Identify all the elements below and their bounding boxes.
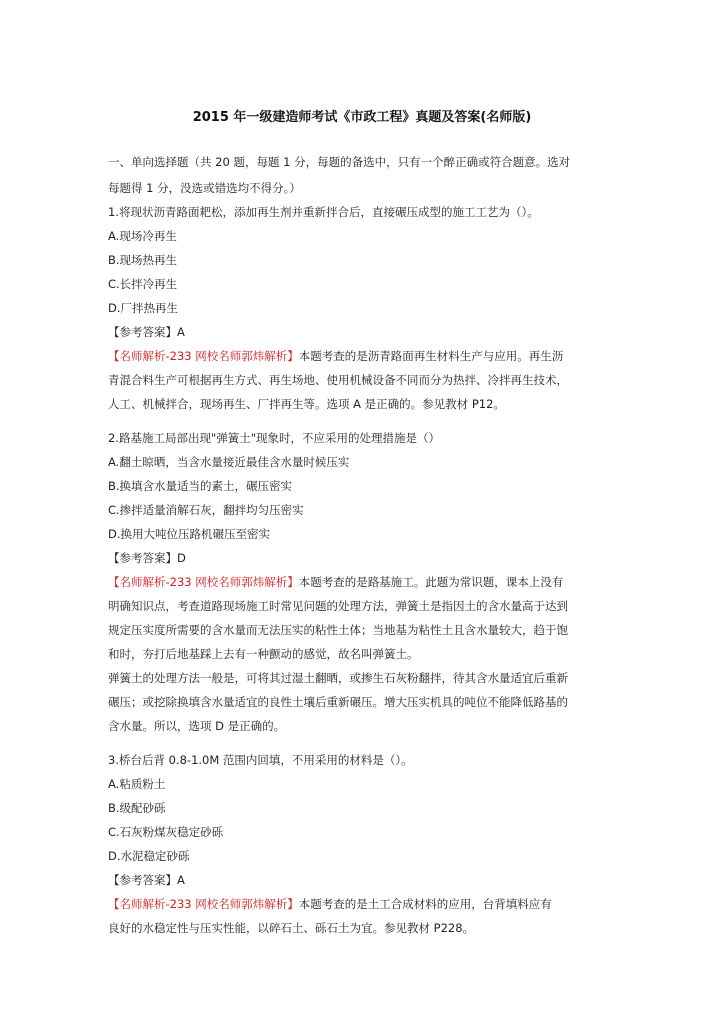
q3-option-d: D.水泥稳定砂砾 <box>108 849 190 863</box>
q3-answer: 【参考答案】A <box>108 873 185 887</box>
q1-explanation-text: 本题考查的是沥青路面再生材料生产与应用。再生沥 <box>298 349 564 363</box>
q2-option-a: A.翻土晾晒，当含水量接近最佳含水量时候压实 <box>108 455 350 469</box>
q1-explanation-line-1 <box>108 348 563 364</box>
q3-option-b: B.级配砂砾 <box>108 801 166 815</box>
q1-explanation-line-2: 青混合料生产可根据再生方式、再生场地、使用机械设备不同而分为热拌、冷拌再生技术， <box>108 373 568 387</box>
q3-explanation-line-2: 良好的水稳定性与压实性能，以碎石土、砾石土为宜。参见教材 P228。 <box>108 921 475 935</box>
q2-explanation-line-4: 和时，夯打后地基踩上去有一种颤动的感觉，故名叫弹簧土。 <box>108 647 419 661</box>
q2-explanation-line-2: 明确知识点，考查道路现场施工时常见问题的处理方法，弹簧土是指因土的含水量高于达到 <box>108 599 568 613</box>
q2-explanation-line-7: 含水量。所以，选项 D 是正确的。 <box>108 719 286 733</box>
q2-explanation-line-5: 弹簧土的处理方法一般是，可将其过湿土翻晒，或掺生石灰粉翻拌，待其含水量适宜后重新 <box>108 671 568 685</box>
q3-stem: 3.桥台后背 0.8-1.0M 范围内回填，不用采用的材料是（）。 <box>108 753 413 767</box>
q2-option-d: D.换用大吨位压路机碾压至密实 <box>108 527 271 541</box>
q2-explanation-line-6: 碾压；或挖除换填含水量适宜的良性土壤后重新碾压。增大压实机具的吨位不能降低路基的 <box>108 695 568 709</box>
q1-answer: 【参考答案】A <box>108 325 185 339</box>
q2-explanation-line-3: 规定压实度所需要的含水量而无法压实的粘性土体；当地基为粘性土且含水量较大，趋于饱 <box>108 623 568 637</box>
q1-explanation-tag: 【名师解析-233 网校名师郭炜解析】 <box>108 349 299 363</box>
q3-explanation-tag: 【名师解析-233 网校名师郭炜解析】 <box>108 897 299 911</box>
document-title: 2015 年一级建造师考试《市政工程》真题及答案(名师版) <box>192 110 532 125</box>
q3-explanation-line-1 <box>108 896 552 912</box>
q3-option-c: C.石灰粉煤灰稳定砂砾 <box>108 825 224 839</box>
q3-option-a: A.粘质粉土 <box>108 777 166 791</box>
q1-option-d: D.厂拌热再生 <box>108 301 179 315</box>
q1-option-a: A.现场冷再生 <box>108 229 177 243</box>
q1-option-b: B.现场热再生 <box>108 253 178 267</box>
q2-stem: 2.路基施工局部出现"弹簧土"现象时，不应采用的处理措施是（） <box>108 431 441 445</box>
q2-explanation-line-1 <box>108 574 563 590</box>
q2-option-b: B.换填含水量适当的素土，碾压密实 <box>108 479 293 493</box>
q1-explanation-line-3: 人工、机械拌合，现场再生、厂拌再生等。选项 A 是正确的。参见教材 P12。 <box>108 397 505 411</box>
q1-option-c: C.长拌冷再生 <box>108 277 178 291</box>
q2-option-c: C.掺拌适量消解石灰，翻拌均匀压密实 <box>108 503 304 517</box>
section-intro-line-2: 每题得 1 分，没选或错选均不得分。） <box>108 181 301 195</box>
q2-explanation-text: 本题考查的是路基施工。此题为常识题，课本上没有 <box>298 575 564 589</box>
q3-explanation-text: 本题考查的是土工合成材料的应用，台背填料应有 <box>298 897 552 911</box>
q2-explanation-tag: 【名师解析-233 网校名师郭炜解析】 <box>108 575 299 589</box>
q1-stem: 1.将现状沥青路面耙松，添加再生剂并重新拌合后，直接碾压成型的施工工艺为（）。 <box>108 205 539 219</box>
section-intro-line-1: 一、单向选择题（共 20 题，每题 1 分，每题的备选中，只有一个醉正确或符合题意。选对 <box>108 155 571 169</box>
q2-answer: 【参考答案】D <box>108 551 186 565</box>
